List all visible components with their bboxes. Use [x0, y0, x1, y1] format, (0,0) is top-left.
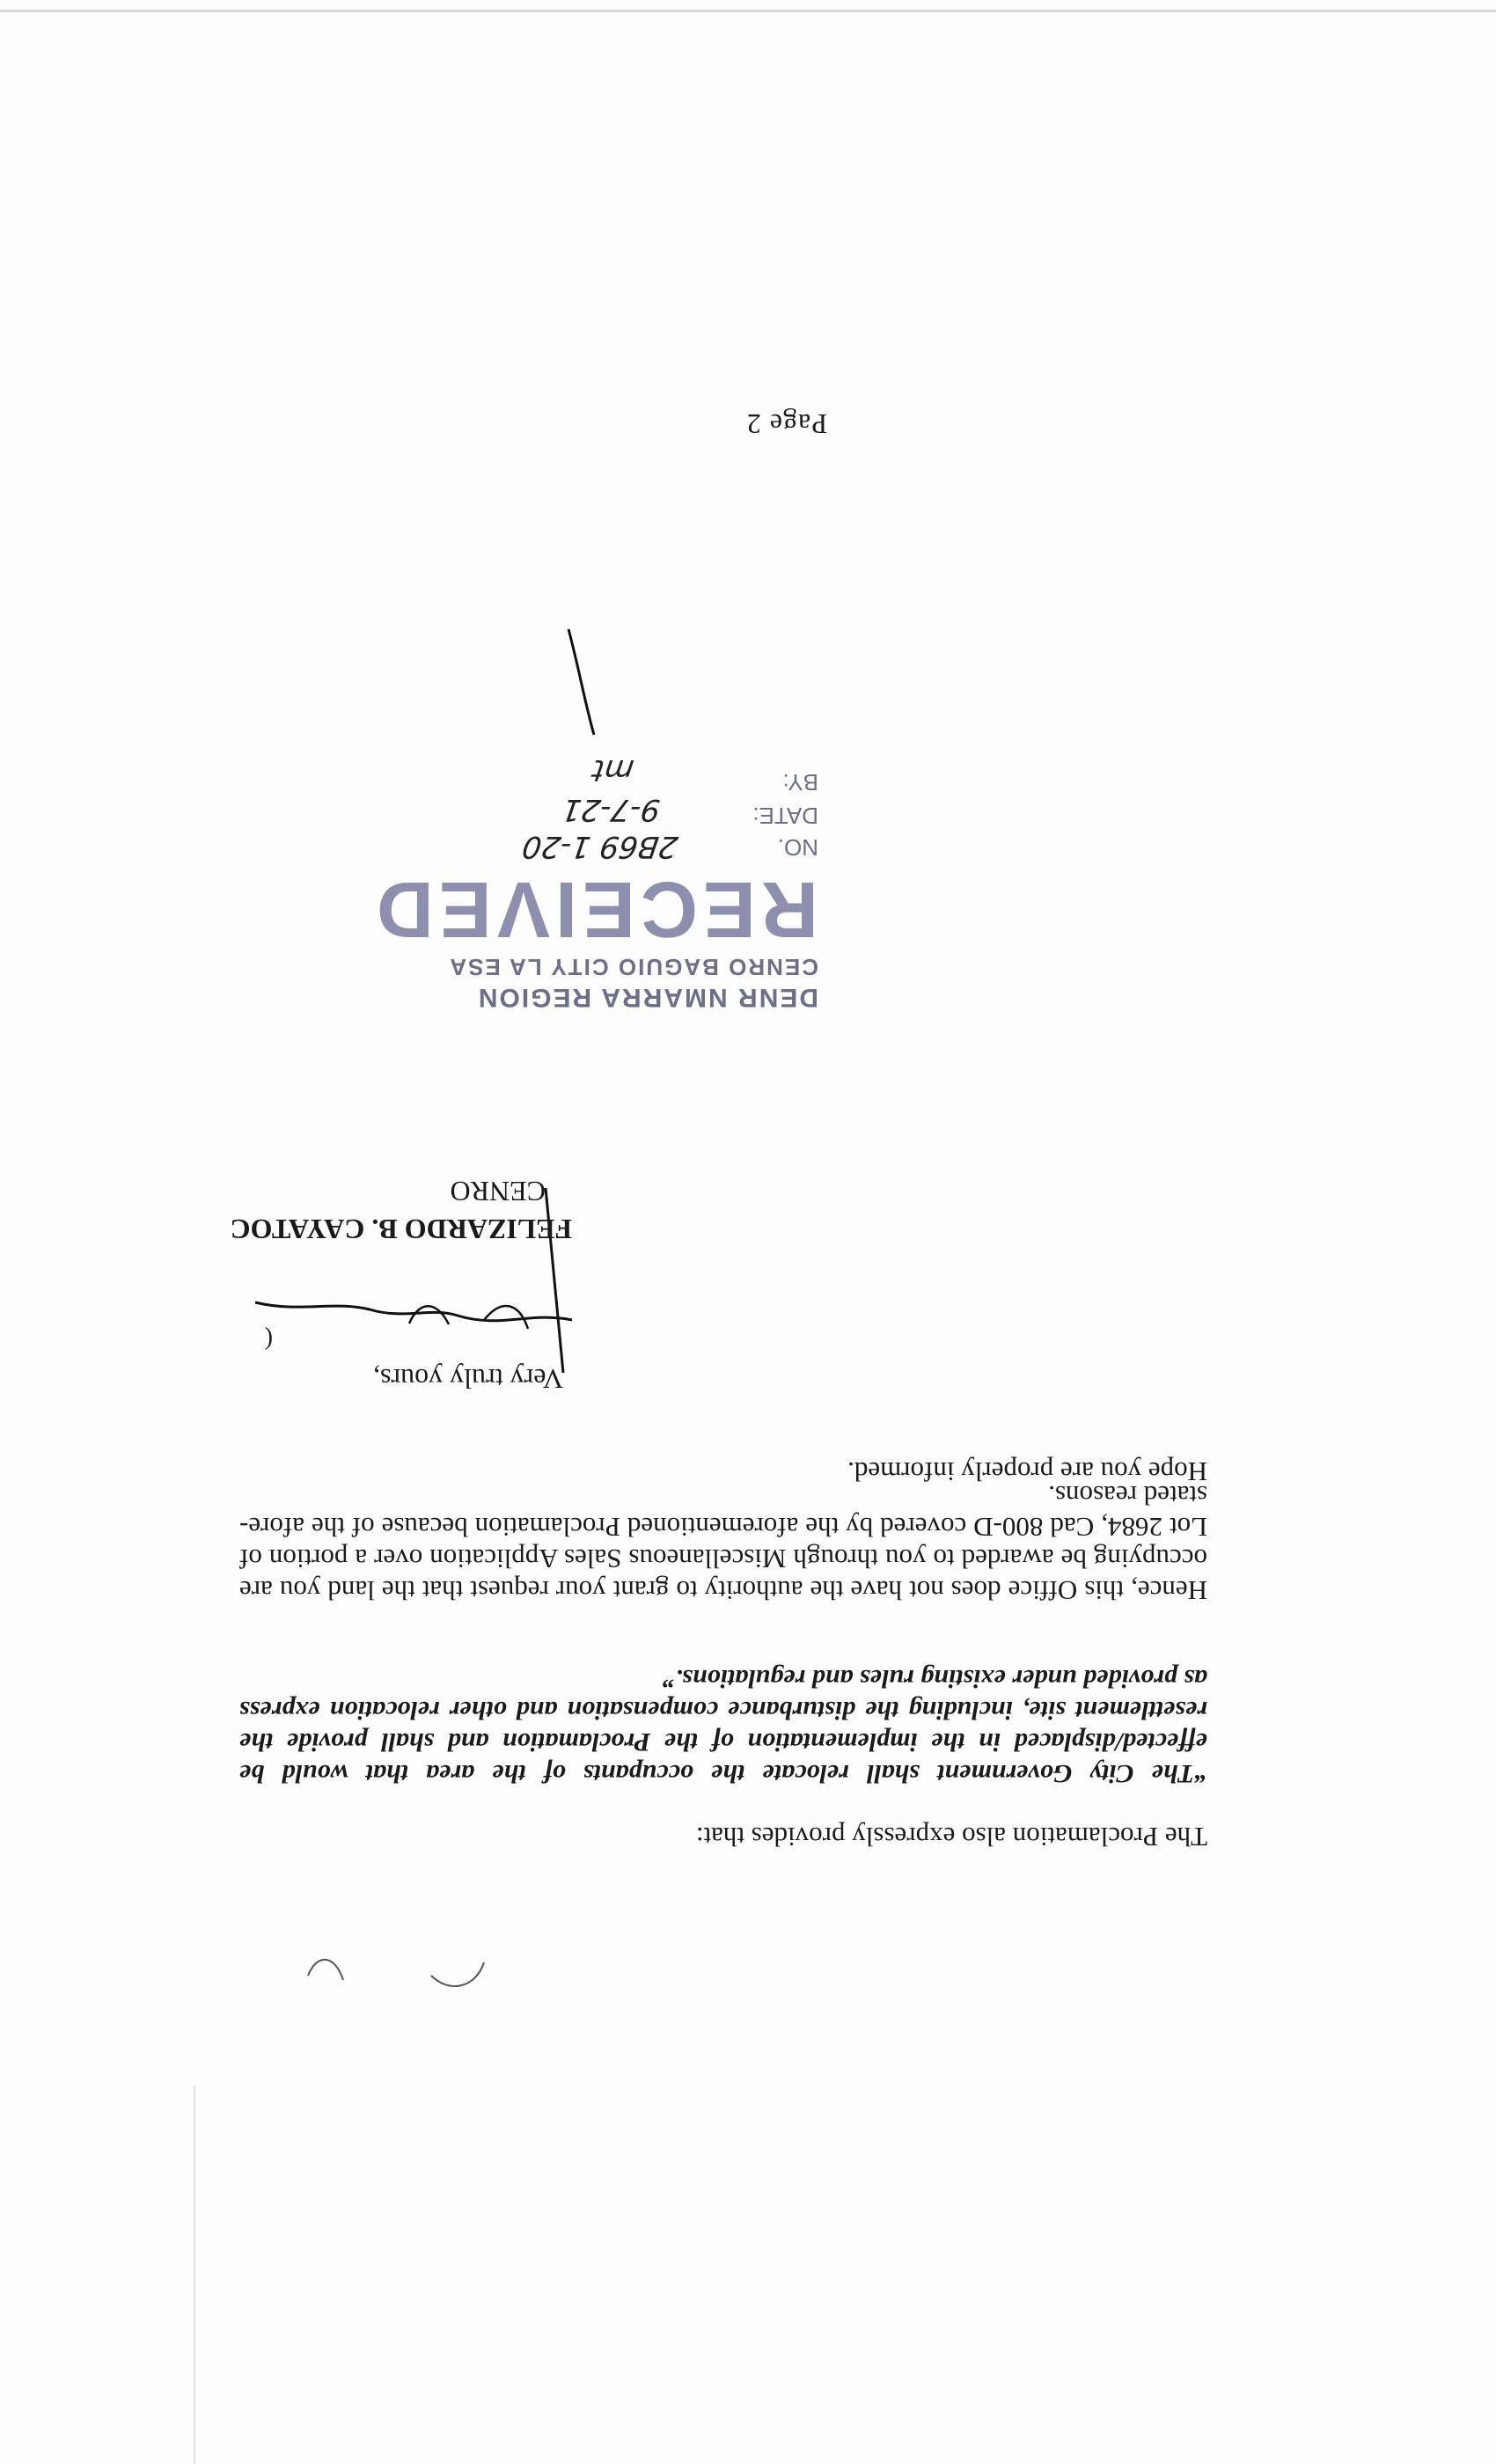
closing-remark: Hope you are properly informed. [847, 1456, 1207, 1487]
stamp-received-text: RECEIVED [370, 865, 818, 953]
stamp-by-value: mt [590, 752, 636, 788]
scan-edge-line [194, 2086, 195, 2464]
decision-paragraph: Hence, this Office does not have the authority to grant your request that the land you are occupying be awarded to you through Miscellaneous Sales Application over a portion of Lot 2684, Cad 800-D covered by the aforementioned Proclamation because of the afore-stated reasons. [239, 1480, 1207, 1606]
stamp-by-label: BY: [782, 769, 818, 796]
handwritten-mark: ( [264, 1326, 273, 1353]
scan-edge-line [0, 10, 1496, 12]
stamp-date-value: 9-7-21 [560, 792, 663, 827]
stamp-date-label: DATE: [752, 803, 818, 829]
page-number: Page 2 [745, 408, 827, 440]
intro-paragraph: The Proclamation also expressly provides that: [695, 1822, 1207, 1852]
stamp-no-value: 2B69 1-20 [519, 829, 680, 864]
complimentary-close: Very truly yours, [373, 1363, 563, 1395]
signatory-name: FELIZARDO B. CAYATOC [230, 1214, 572, 1245]
quoted-provision: “The City Government shall relocate the occupants of the area that would be effected/displaced in the implementation of the Proclamation and shall provide the resettlement site, including the disturbance compensation and other relocation express as provided under existing rules and regulations.” [239, 1664, 1207, 1788]
scan-smudge [299, 1945, 352, 1989]
stamp-office-line: DENR NMARRA REGION [476, 983, 818, 1012]
stamp-office-line: CENRO BAGUIO CITY LA ESA [448, 954, 818, 980]
signatory-title: CENRO [450, 1176, 546, 1207]
scan-smudge [422, 1945, 493, 1998]
stamp-no-label: NO. [777, 834, 818, 861]
handwritten-signature [246, 1179, 581, 1382]
initial-stroke [563, 625, 598, 739]
